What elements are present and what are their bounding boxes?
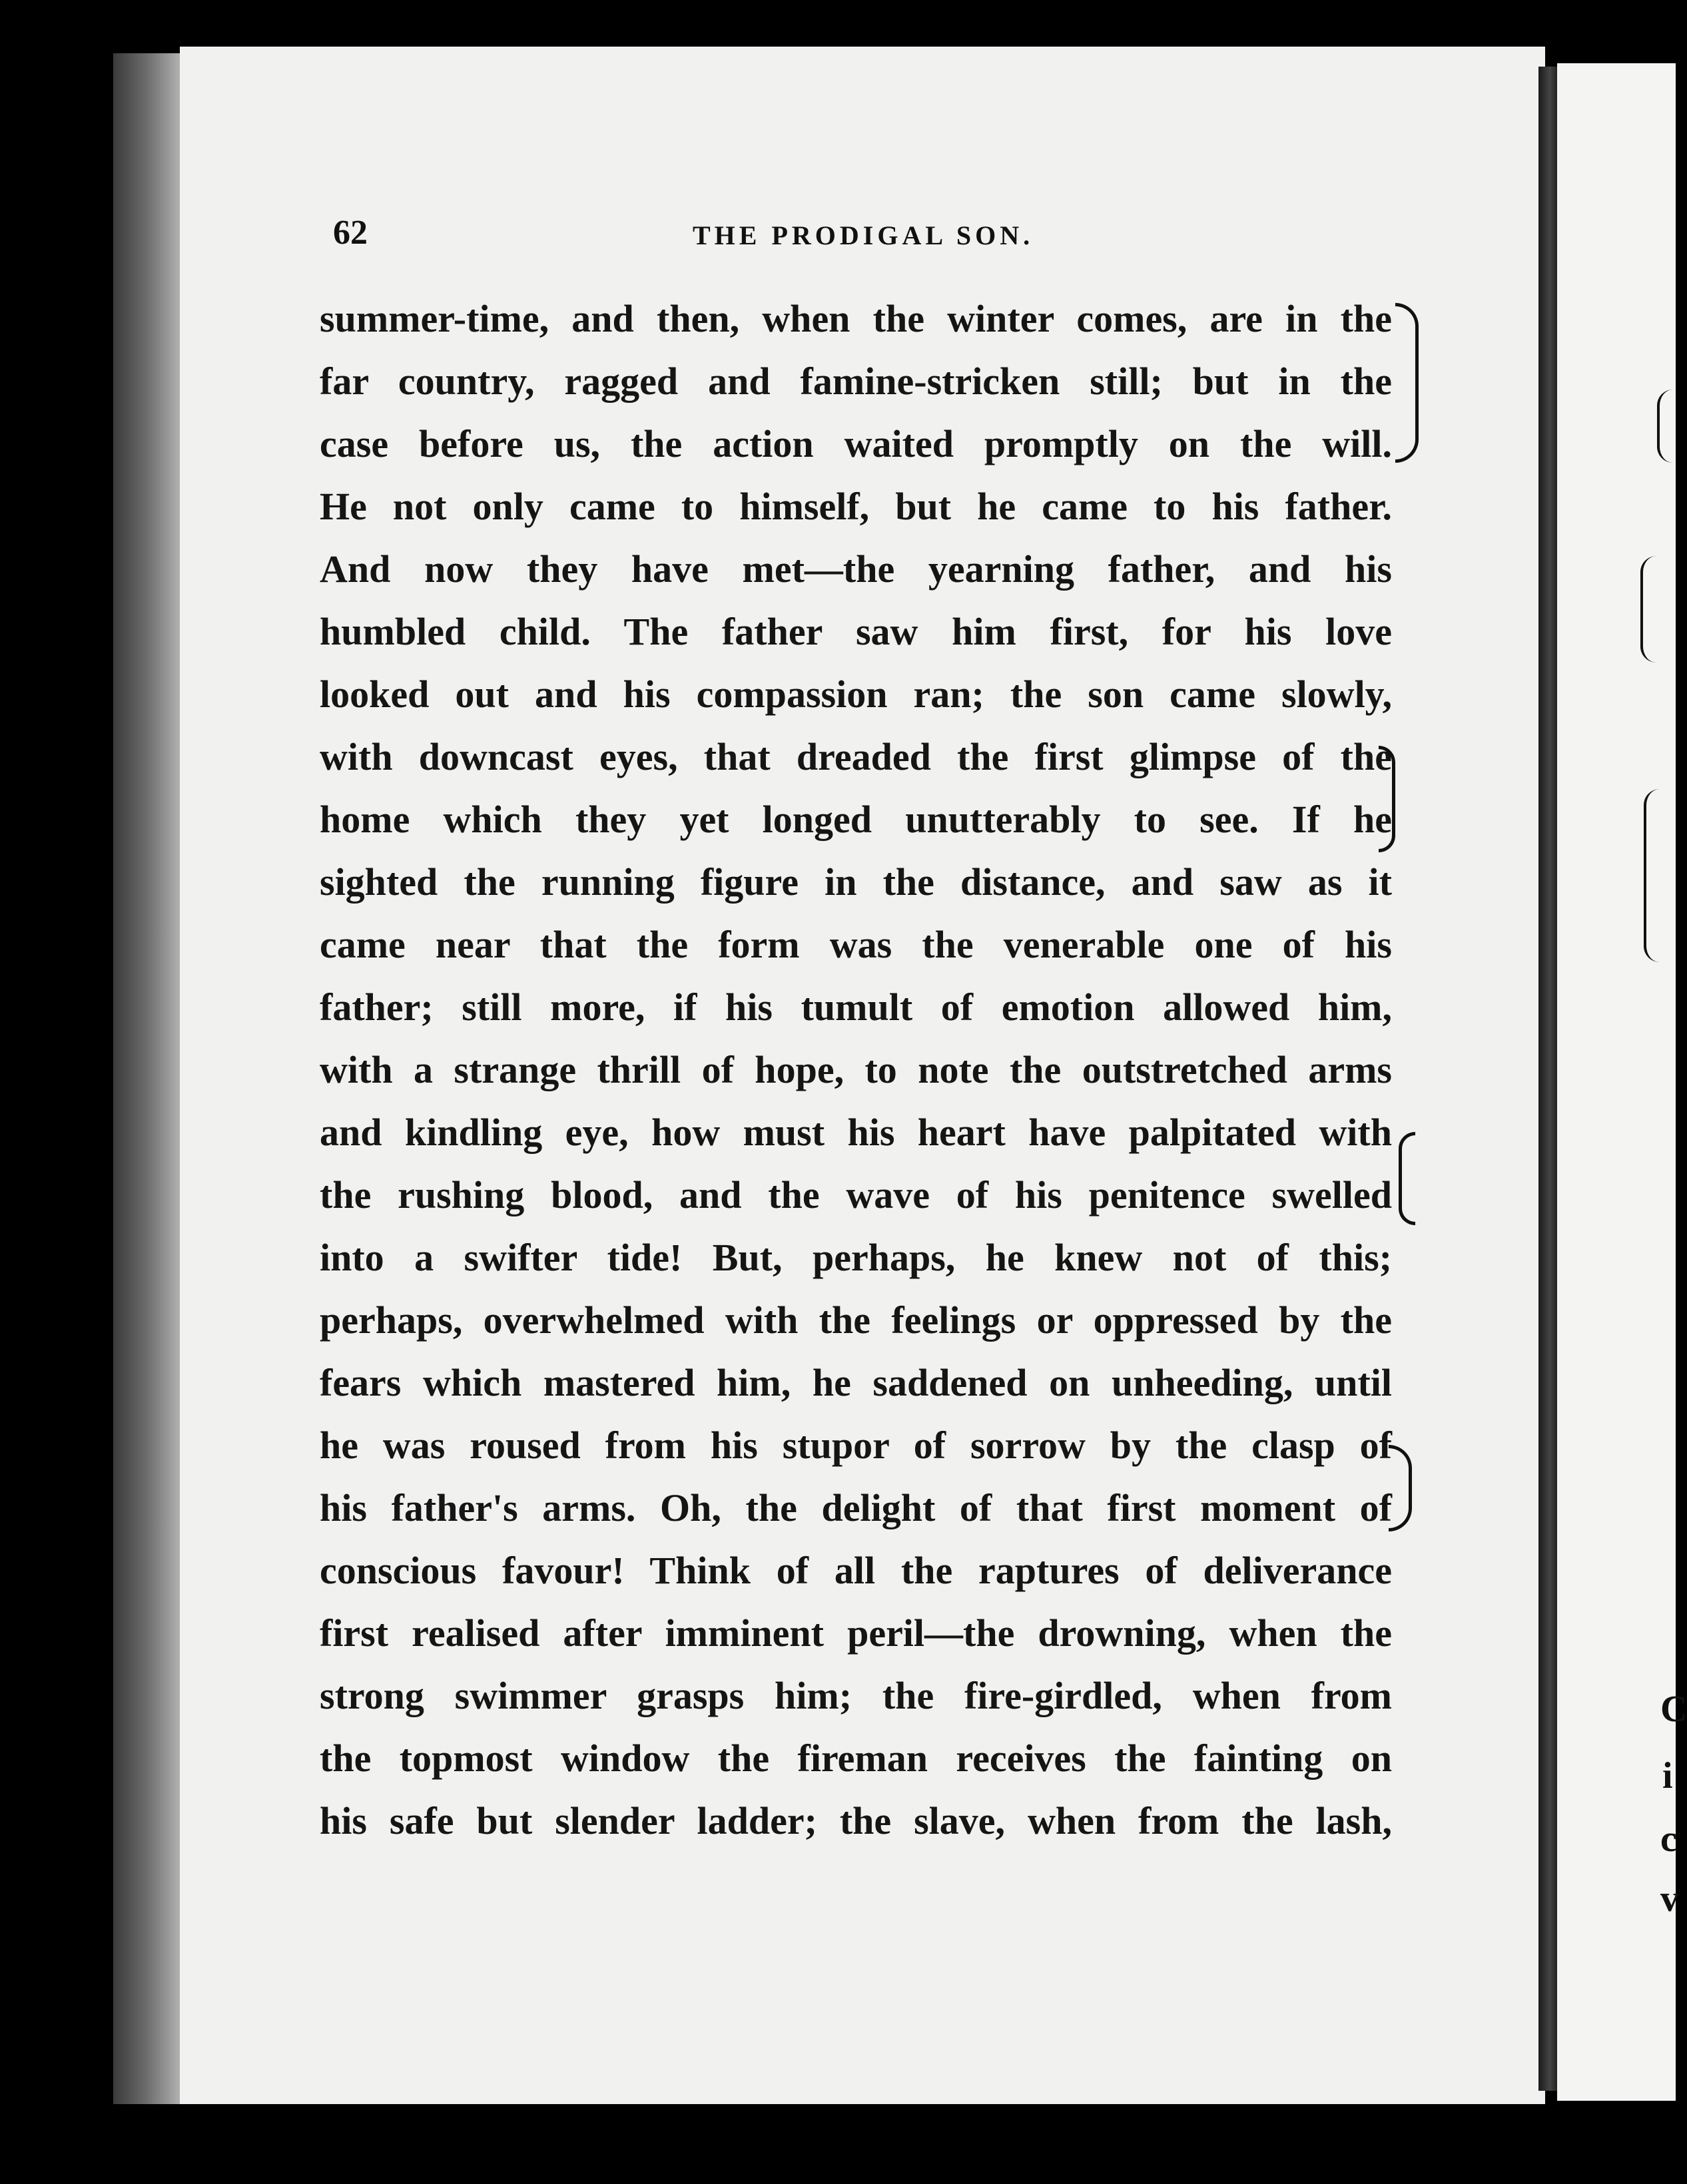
text-line: case before us, the action waited promptly on the will. [320,422,1392,465]
text-line: his safe but slender ladder; the slave, when from the lash, [320,1799,1392,1842]
facing-page-char: C [1660,1689,1687,1730]
text-line: looked out and his compassion ran; the son came slowly, [320,673,1392,716]
margin-bracket [1379,746,1395,852]
text-line: home which they yet longed unutterably to see. If he [320,798,1392,841]
text-line: the rushing blood, and the wave of his penitence swelled [320,1173,1392,1217]
facing-page [1557,63,1687,2101]
facing-margin-mark [1640,556,1656,663]
facing-page-char: c [1660,1818,1677,1860]
body-text [320,288,1392,1852]
page-title: THE PRODIGAL SON. [693,220,1034,250]
margin-bracket [1389,1445,1412,1531]
text-line: his father's arms. Oh, the delight of that first moment of [320,1486,1392,1529]
facing-margin-mark [1657,390,1673,463]
facing-margin-mark [1644,789,1660,962]
text-line: father; still more, if his tumult of emotion allowed him, [320,985,1392,1029]
text-line: he was roused from his stupor of sorrow by the clasp of [320,1424,1392,1467]
text-line: And now they have met—the yearning father, and his [320,547,1392,591]
text-line: sighted the running figure in the distance, and saw as it [320,860,1392,904]
text-line: with downcast eyes, that dreaded the first glimpse of the [320,735,1392,778]
text-line: and kindling eye, how must his heart have palpitated with [320,1111,1392,1154]
facing-page-char: i [1662,1755,1673,1796]
text-line: into a swifter tide! But, perhaps, he knew not of this; [320,1236,1392,1279]
page-number: 62 [333,214,368,252]
text-line: fears which mastered him, he saddened on unheeding, until [320,1361,1392,1404]
book-gutter [1538,67,1557,2091]
text-line: far country, ragged and famine-stricken still; but in the [320,360,1392,403]
text-line: He not only came to himself, but he came to his father. [320,485,1392,528]
text-line: summer-time, and then, when the winter comes, are in the [320,297,1392,340]
facing-page-char: v [1660,1878,1679,1920]
text-line: strong swimmer grasps him; the fire-girdled, when from [320,1674,1392,1717]
text-line: first realised after imminent peril—the drowning, when the [320,1611,1392,1655]
text-line: conscious favour! Think of all the raptures of deliverance [320,1549,1392,1592]
margin-bracket [1399,1132,1415,1225]
margin-bracket [1395,303,1419,463]
running-head [333,213,1399,266]
text-line: came near that the form was the venerable one of his [320,923,1392,966]
text-line: perhaps, overwhelmed with the feelings or oppressed by the [320,1298,1392,1342]
text-line: with a strange thrill of hope, to note the outstretched arms [320,1048,1392,1091]
text-line: the topmost window the fireman receives the fainting on [320,1737,1392,1780]
text-line: humbled child. The father saw him first, for his love [320,610,1392,653]
